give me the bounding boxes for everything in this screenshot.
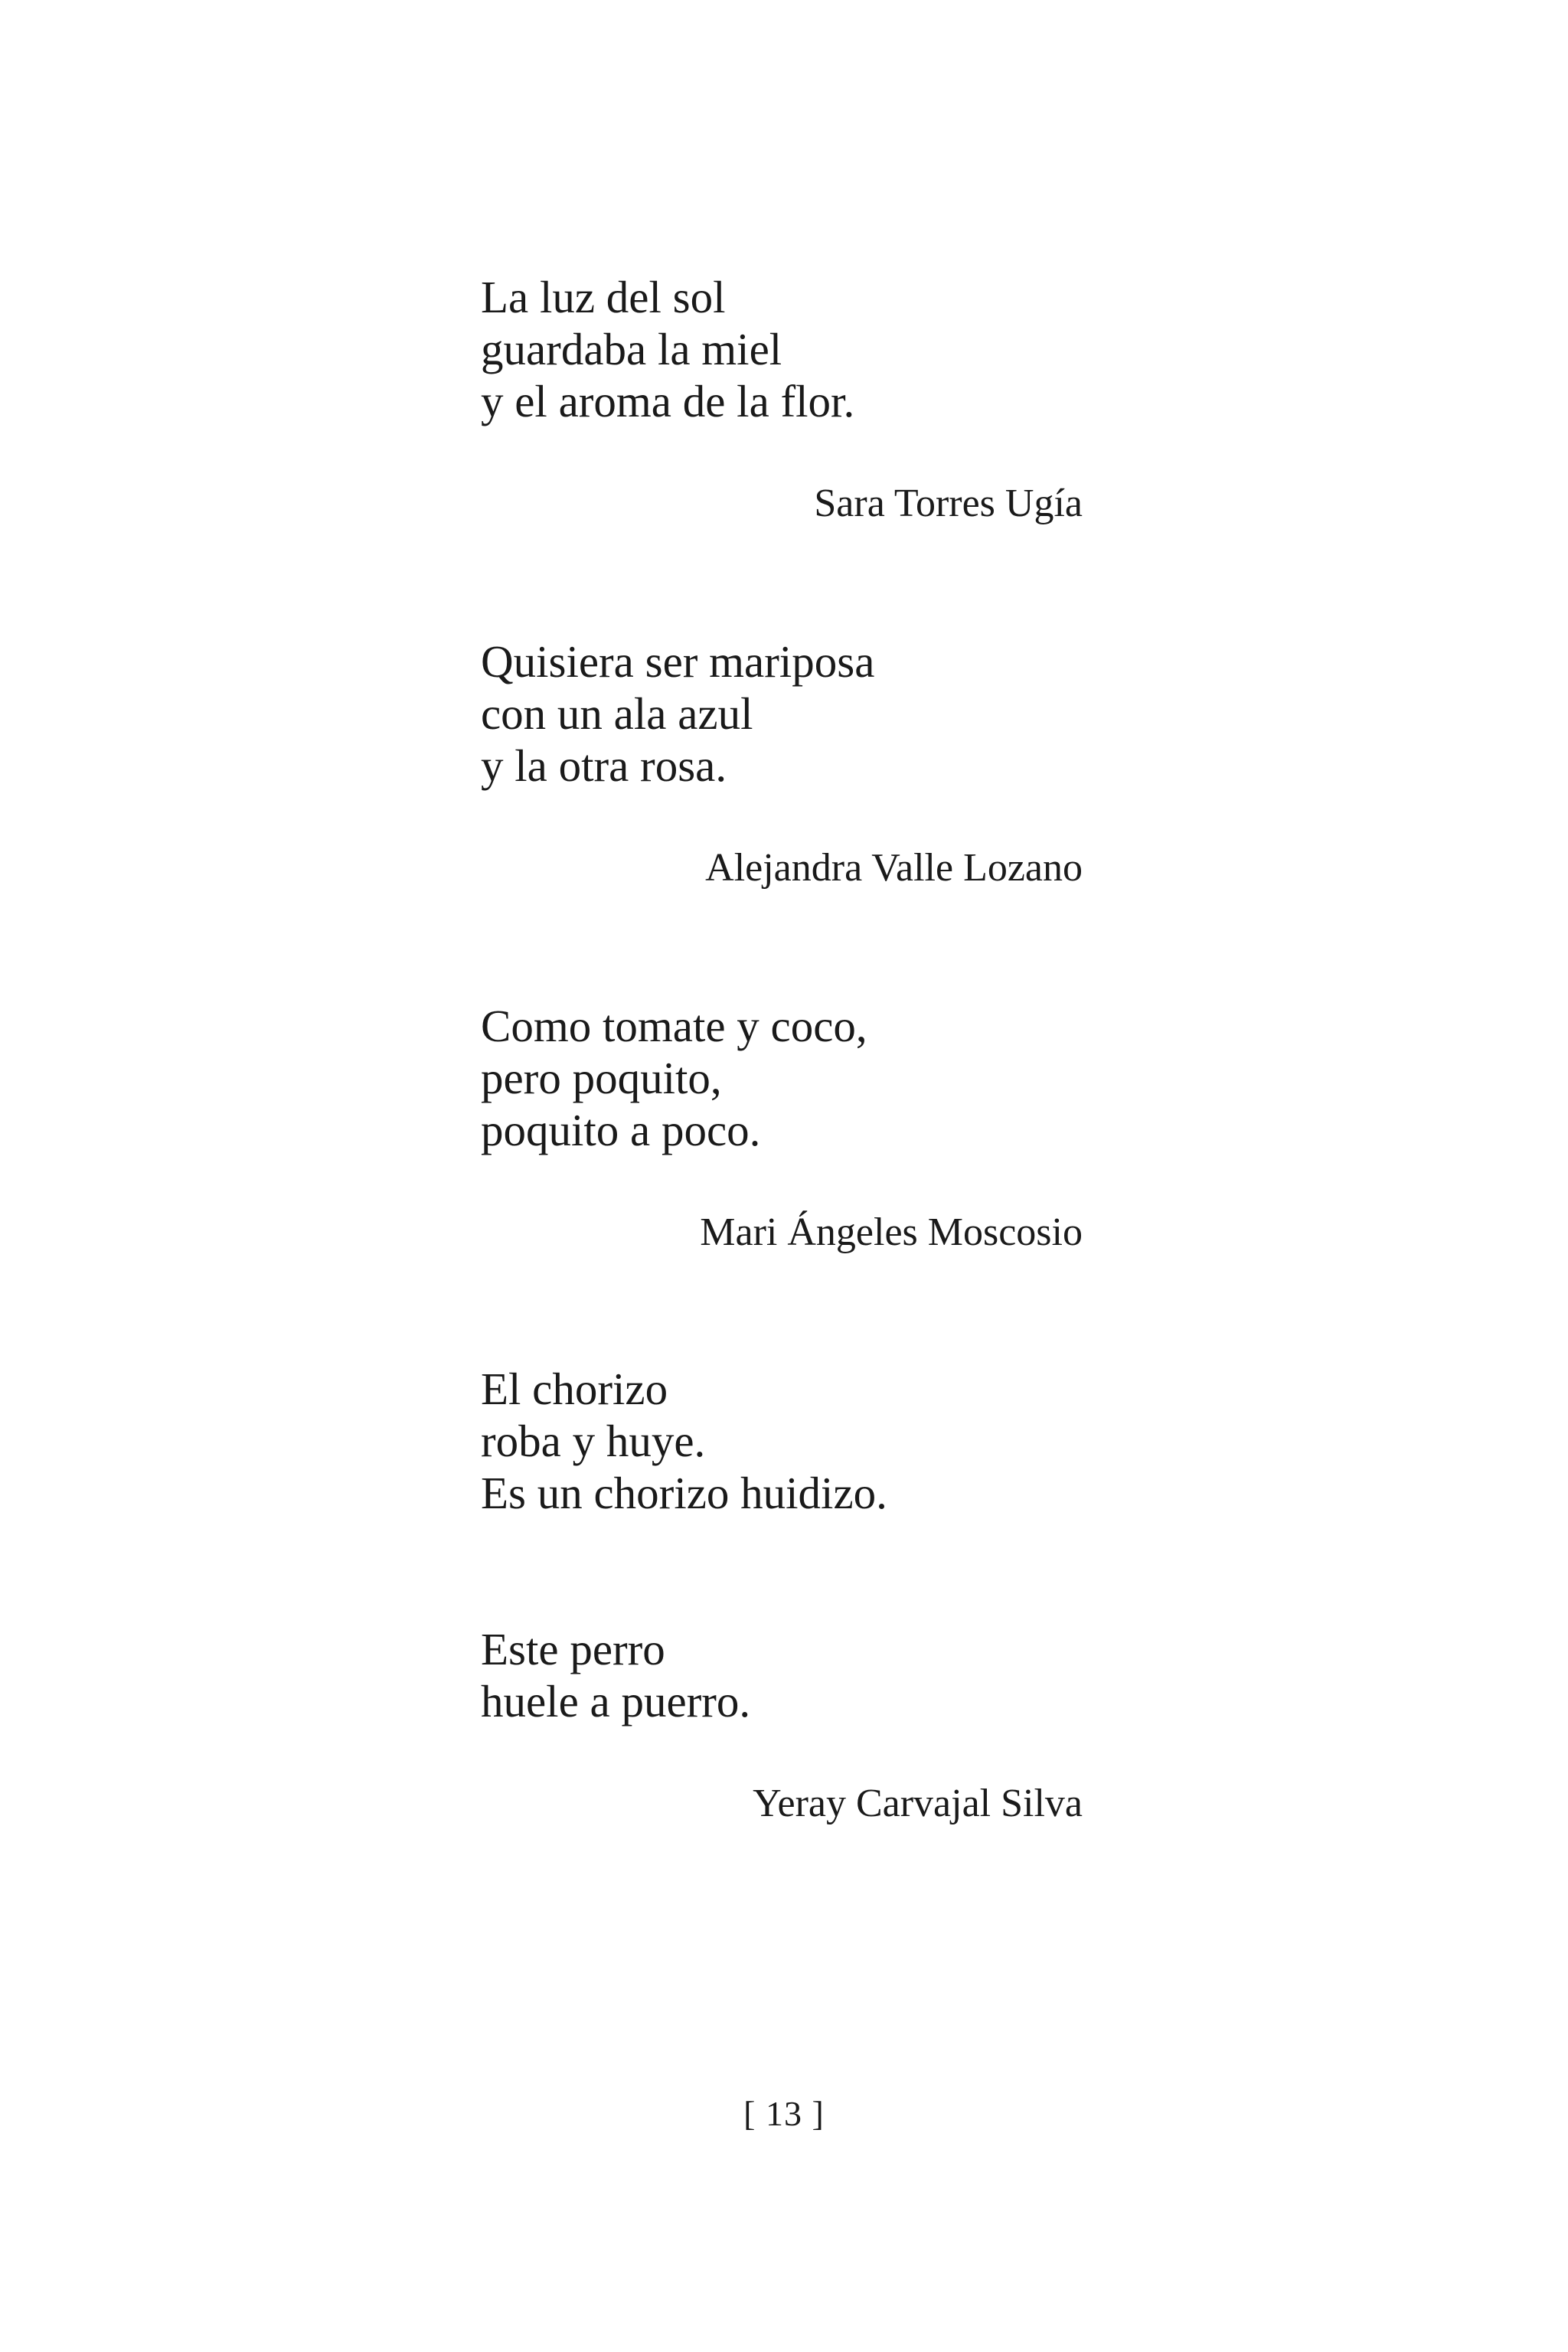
poem-line: Este perro	[481, 1624, 665, 1674]
poem-line: guardaba la miel	[481, 324, 782, 374]
poem-line: El chorizo	[481, 1364, 668, 1414]
poem-line: pero poquito,	[481, 1053, 722, 1103]
poem-line: y el aroma de la flor.	[481, 376, 855, 426]
poem-line: Como tomate y coco,	[481, 1001, 867, 1051]
poem-line: huele a puerro.	[481, 1676, 751, 1726]
page-number: [ 13 ]	[743, 2094, 825, 2133]
poem-author: Mari Ángeles Moscosio	[700, 1210, 1083, 1254]
poem-author: Sara Torres Ugía	[814, 482, 1083, 525]
poem-line: La luz del sol	[481, 272, 726, 322]
poem-line: y la otra rosa.	[481, 740, 727, 791]
poem-line: con un ala azul	[481, 688, 753, 739]
poem-line: poquito a poco.	[481, 1105, 761, 1155]
poem-line: Es un chorizo huidizo.	[481, 1468, 887, 1518]
poem-line: roba y huye.	[481, 1416, 706, 1466]
poem-author: Alejandra Valle Lozano	[705, 846, 1083, 890]
poem-line: Quisiera ser mariposa	[481, 636, 875, 687]
poem-author: Yeray Carvajal Silva	[753, 1782, 1083, 1825]
